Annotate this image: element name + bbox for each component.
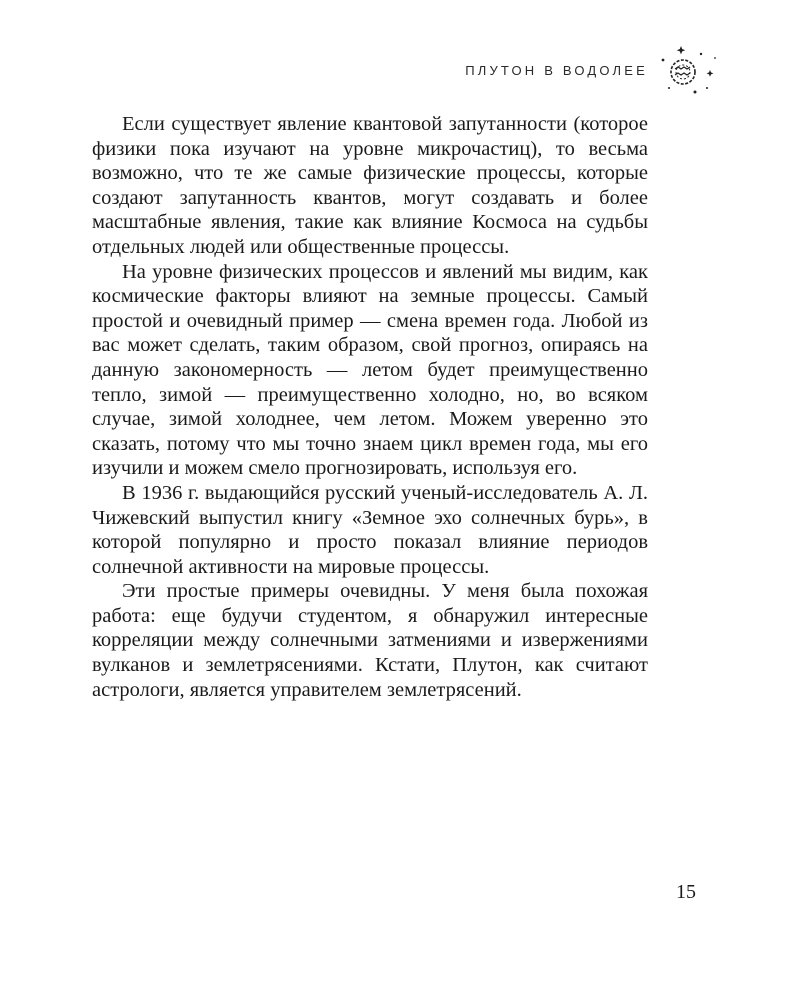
paragraph: На уровне физических процессов и явлений мы видим, как космические факторы влияют на земные процессы. Самый простой и очевидный пример — смена времен года. Любой из вас может сделать, таким образом, свой прогноз, опираясь на данную закономерность — летом будет преимущественно тепло, зимой — преимущественно холодно, но, во всяком случае, зимой холоднее, чем летом. Можем уверенно это сказать, потому что мы точно знаем цикл времен года, мы его изучили и можем смело прогнозировать, используя его. xyxy=(92,260,648,480)
running-head-title: ПЛУТОН В ВОДОЛЕЕ xyxy=(465,63,648,78)
page-number: 15 xyxy=(676,881,696,903)
emblem-dot xyxy=(662,59,665,62)
emblem-dot xyxy=(694,91,697,94)
emblem-star-right xyxy=(707,70,714,77)
emblem-ring xyxy=(671,60,695,84)
emblem-dot xyxy=(668,87,670,89)
body-text xyxy=(92,112,648,702)
paragraph: Если существует явление квантовой запутанности (которое физики пока изучают на уровне микрочастиц), то весьма возможно, что те же самые физические процессы, которые создают запутанность квантов, могут создавать и более масштабные явления, такие как влияние Космоса на судьбы отдельных людей или общественные процессы. xyxy=(92,113,648,258)
emblem-svg xyxy=(655,40,725,102)
emblem-star-top xyxy=(677,46,685,54)
emblem-wave-bottom xyxy=(675,73,690,75)
emblem-dot xyxy=(700,53,702,55)
paragraph: Эти простые примеры очевидны. У меня была похожая работа: еще будучи студентом, я обнаружил интересные корреляции между солнечными затмениями и извержениями вулканов и землетрясениями. Кстати, Плутон, как считают астрологи, является управителем землетрясений. xyxy=(92,580,648,701)
paragraph: В 1936 г. выдающийся русский ученый-исследователь А. Л. Чижевский выпустил книгу «Земное эхо солнечных бурь», в которой популярно и просто показал влияние периодов солнечной активности на мировые процессы. xyxy=(92,481,648,578)
emblem-dot xyxy=(714,57,716,59)
emblem-dot xyxy=(706,87,708,89)
aquarius-zodiac-emblem-icon xyxy=(655,40,725,102)
